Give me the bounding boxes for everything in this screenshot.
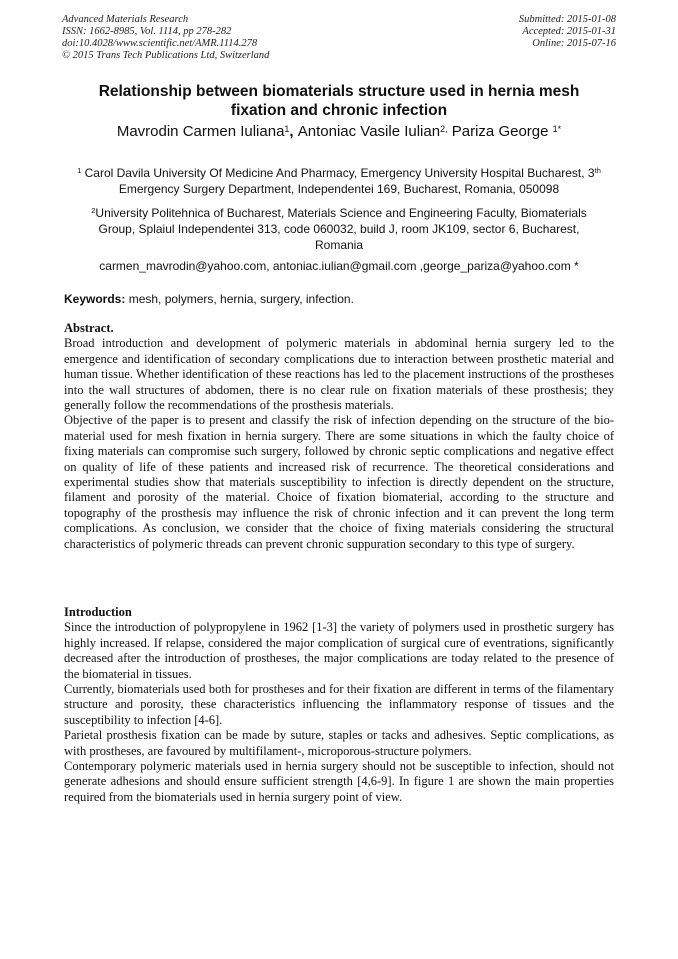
affiliation-1-text: Carol Davila University Of Medicine And Pharmacy, Emergency University Hospital Bucharest, 3 <box>81 166 595 180</box>
introduction-paragraph: Since the introduction of polypropylene in 1962 [1-3] the variety of polymers used in prosthetic surgery has highly increased. If relapse, considered the major complication of surgical cure of eventrations, significantly decreased after the introduction of prostheses, the major complications are today related to the presence of the biomaterial in tissues. <box>64 620 614 681</box>
keywords-label: Keywords: <box>64 292 126 306</box>
affiliation-2-text: University Politehnica of Bucharest, Materials Science and Engineering Faculty, Biomaterials <box>95 206 587 220</box>
introduction-paragraph: Contemporary polymeric materials used in hernia surgery should not be susceptible to infection, should not generate adhesions and should ensure sufficient strength [4,6-9]. In figure 1 are shown the main properties required from the biomaterials used in hernia surgery point of view. <box>64 759 614 804</box>
affiliation-1 <box>62 165 616 197</box>
affiliation-2-address: Group, Splaiul Independentei 313, code 060032, build J, room JK109, sector 6, Bucharest, <box>98 222 580 236</box>
author-separator: , <box>289 123 298 140</box>
author-1-affil: 1 <box>284 124 290 134</box>
copyright-line: © 2015 Trans Tech Publications Ltd, Switzerland <box>62 50 270 61</box>
affiliation-2 <box>62 205 616 253</box>
doi-line: doi:10.4028/www.scientific.net/AMR.1114.278 <box>62 38 258 49</box>
title-line-1: Relationship between biomaterials structure used in hernia mesh <box>98 83 580 100</box>
author-2-affil: 2, <box>440 124 448 134</box>
introduction-paragraph: Parietal prosthesis fixation can be made by suture, staples or tacks and adhesives. Septic complications, as with prostheses, are favoured by multifilament-, microporous-structure polymers. <box>64 728 614 758</box>
online-date: Online: 2015-07-16 <box>532 38 616 49</box>
affiliation-2-country: Romania <box>314 238 364 252</box>
submitted-date: Submitted: 2015-01-08 <box>518 14 616 25</box>
author-3-affil: 1* <box>552 124 562 134</box>
keywords <box>64 292 618 307</box>
abstract-paragraph: Broad introduction and development of polymeric materials in abdominal hernia surgery led to the emergence and identification of secondary complications due to interaction between prosthetic material and human tissue. Whether identification of these reactions has led to the placement instructions of the prostheses into the wall structures of abdomen, there is no clear rule on fixation materials of these prosthesis; they generally follow the recommendations of the prosthesis materials. <box>64 336 614 413</box>
introduction-heading: Introduction <box>64 605 132 619</box>
keywords-text: mesh, polymers, hernia, surgery, infection. <box>125 292 354 306</box>
dates-header <box>519 14 616 50</box>
title-line-2: fixation and chronic infection <box>230 102 448 119</box>
author-3: Pariza George <box>447 123 553 140</box>
abstract-section <box>64 321 614 552</box>
affiliation-2-marker: 2 <box>91 206 96 215</box>
author-emails: carmen_mavrodin@yahoo.com, antoniac.iulian@gmail.com ,george_pariza@yahoo.com * <box>99 259 579 273</box>
journal-name: Advanced Materials Research <box>62 14 189 25</box>
author-2: Antoniac Vasile Iulian <box>297 123 441 140</box>
introduction-paragraph: Currently, biomaterials used both for prostheses and for their fixation are different in terms of the filamentary structure and porosity, these characteristics influencing the inflammatory response of tissues and the susceptibility to infection [4-6]. <box>64 682 614 727</box>
abstract-paragraph: Objective of the paper is to present and classify the risk of infection depending on the structure of the bio-material used for mesh fixation in hernia surgery. There are some situations in which the faulty choice of fixing materials can compromise such surgery, followed by chronic septic complications and negative effect on quality of life of these patients and increased risk of recurrence. The theoretical considerations and experimental studies show that materials susceptibility to infection is directly dependent on the structure, filament and porosity of the material. Choice of fixation biomaterial, according to the structure and topography of the prosthesis may influence the risk of chronic infection and it can prevent the long term complications. As conclusion, we consider that the choice of fixing materials considering the structural characteristics of polymeric threads can prevent chronic suppuration secondary to this type of surgery. <box>64 413 614 551</box>
abstract-heading: Abstract. <box>64 321 114 335</box>
affiliation-1-th: th <box>594 166 601 175</box>
author-list <box>62 123 616 141</box>
journal-header <box>62 14 269 62</box>
affiliation-1-marker: 1 <box>77 166 82 175</box>
paper-title <box>62 82 616 120</box>
introduction-section <box>64 605 614 805</box>
accepted-date: Accepted: 2015-01-31 <box>522 26 616 37</box>
issn-line: ISSN: 1662-8985, Vol. 1114, pp 278-282 <box>62 26 232 37</box>
author-1: Mavrodin Carmen Iuliana <box>116 123 285 140</box>
affiliation-1-dept: Emergency Surgery Department, Independentei 169, Bucharest, Romania, 050098 <box>118 182 560 196</box>
